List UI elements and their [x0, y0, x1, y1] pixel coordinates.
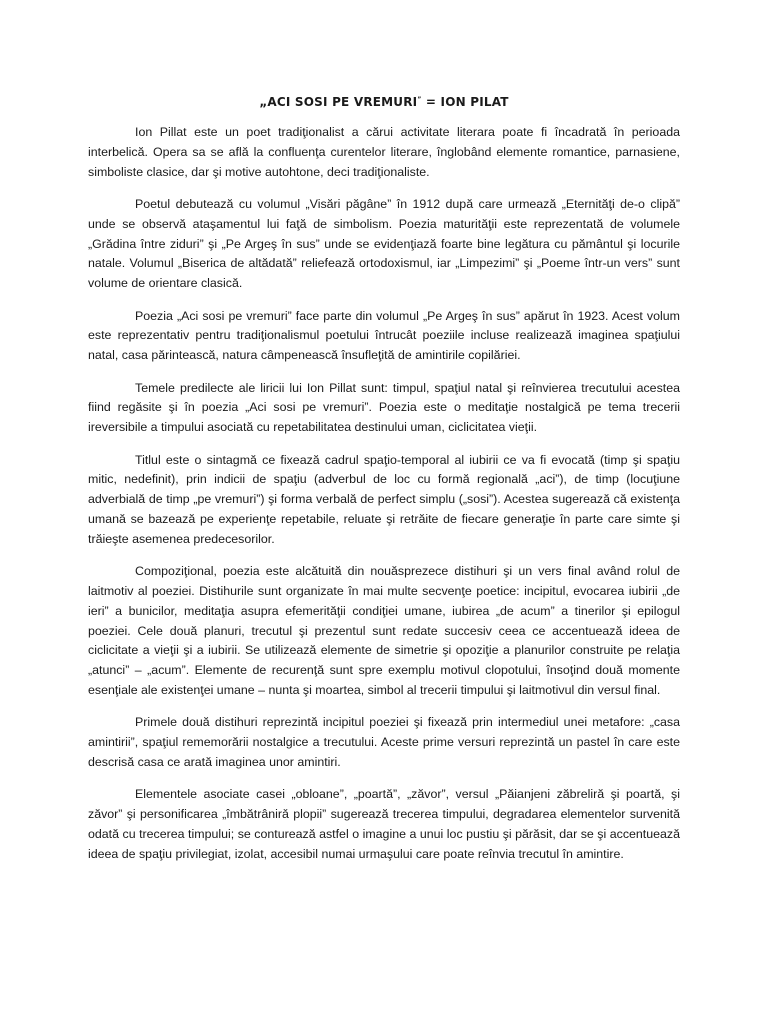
paragraph-incipit: Primele două distihuri reprezintă incipitul poeziei şi fixează prin intermediul unei metafore: „casa amintirii”, spaţiul rememorării nostalgice a trecutului. Aceste prime versuri reprezintă un pastel în care este descrisă casa ce arată imaginea unor amintiri. [88, 715, 680, 769]
paragraph-intro: Ion Pillat este un poet tradiţionalist a cărui activitate literara poate fi încadrată în perioada interbelică. Opera sa se află la confluenţa curentelor literare, înglobând elemente romantice, parnasiene, simboliste clasice, dar şi motive autohtone, deci tradiţionaliste. [88, 125, 680, 179]
title-author: = ION PILAT [421, 95, 509, 109]
paragraph-composition: Compoziţional, poezia este alcătuită din nouăsprezece distihuri şi un vers final având rolul de laitmotiv al poeziei. Distihurile sunt organizate în mai multe secvenţe poetice: incipitul, evocarea iubirii „de ieri” a bunicilor, meditaţia asupra efemerităţii condiţiei umane, iubirea „de acum” a tinerilor şi epilogul poeziei. Cele două planuri, trecutul şi prezentul sunt redate succesiv ceea ce accentuează ideea de ciclicitate a vieţii şi a iubirii. Se utilizează elemente de simetrie şi opoziţie a planurilor construite pe relaţia „atunci” – „acum”. Elemente de recurenţă sunt spre exemplu motivul clopotului, însoţind două momente esenţiale ale existenţei umane – nunta şi moartea, simbol al trecerii timpului şi laitmotivul din versul final. [88, 564, 680, 697]
paragraph-themes: Temele predilecte ale liricii lui Ion Pillat sunt: timpul, spaţiul natal şi reînvierea trecutului acestea fiind regăsite şi în poezia „Aci sosi pe vremuri”. Poezia este o meditaţie nostalgică pe tema trecerii ireversibile a timpului asociată cu repetabilitatea destinului uman, ciclicitatea vieţii. [88, 380, 680, 435]
paragraph-debut: Poetul debutează cu volumul „Visări păgâne” în 1912 după care urmează „Eternităţi de-o clipă” unde se observă ataşamentul lui faţă de simbolism. Poezia maturităţii este reprezentată de volumele „Grădina între ziduri” şi „Pe Argeş în sus” unde se evidenţiază foarte bine legătura cu pământul şi locurile natale. Volumul „Biserica de altădată” reliefează ortodoxismul, iar „Limpezimi” şi „Poeme într-un vers” sunt volume de orientare clasică. [88, 196, 680, 291]
document-title [88, 93, 680, 111]
document-page [88, 93, 680, 877]
title-main: „ACI SOSI PE VREMURI [259, 95, 418, 109]
paragraph-title-analysis: Titlul este o sintagmă ce fixează cadrul spaţio-temporal al iubirii ce va fi evocată (timp şi spaţiu mitic, nedefinit), prin indicii de spaţiu (adverbul de loc cu formă regională „aci”), de timp (locuţiune adverbială de timp „pe vremuri”) şi forma verbală de perfect simplu („sosi”). Acestea sugerează că existenţa umană se bazează pe experienţe repetabile, reluate şi retrăite de fiecare generaţie în parte care simte şi trăieşte asemenea predecesorilor. [88, 452, 680, 546]
paragraph-house-elements: Elementele asociate casei „obloane”, „poartă”, „zăvor”, versul „Păianjeni zăbreliră şi poartă, şi zăvor” şi personificarea „îmbătrânirǎ plopii” sugerează trecerea timpului, degradarea elementelor survenită odată cu trecerea timpului; se conturează astfel o imagine a unui loc pustiu şi părăsit, dar se şi accentuează ideea de spaţiu privilegiat, izolat, accesibil numai urmaşului care poate reînvia trecutul în amintire. [88, 787, 680, 861]
title-superscript: ” [417, 96, 422, 103]
paragraph-volume: Poezia „Aci sosi pe vremuri” face parte din volumul „Pe Argeş în sus” apărut în 1923. Acest volum este reprezentativ pentru tradiţionalismul poetului întrucât poeziile incluse realizează imaginea spaţiului natal, casa părintească, natura câmpenească însufleţită de amintirile copilăriei. [88, 308, 680, 363]
